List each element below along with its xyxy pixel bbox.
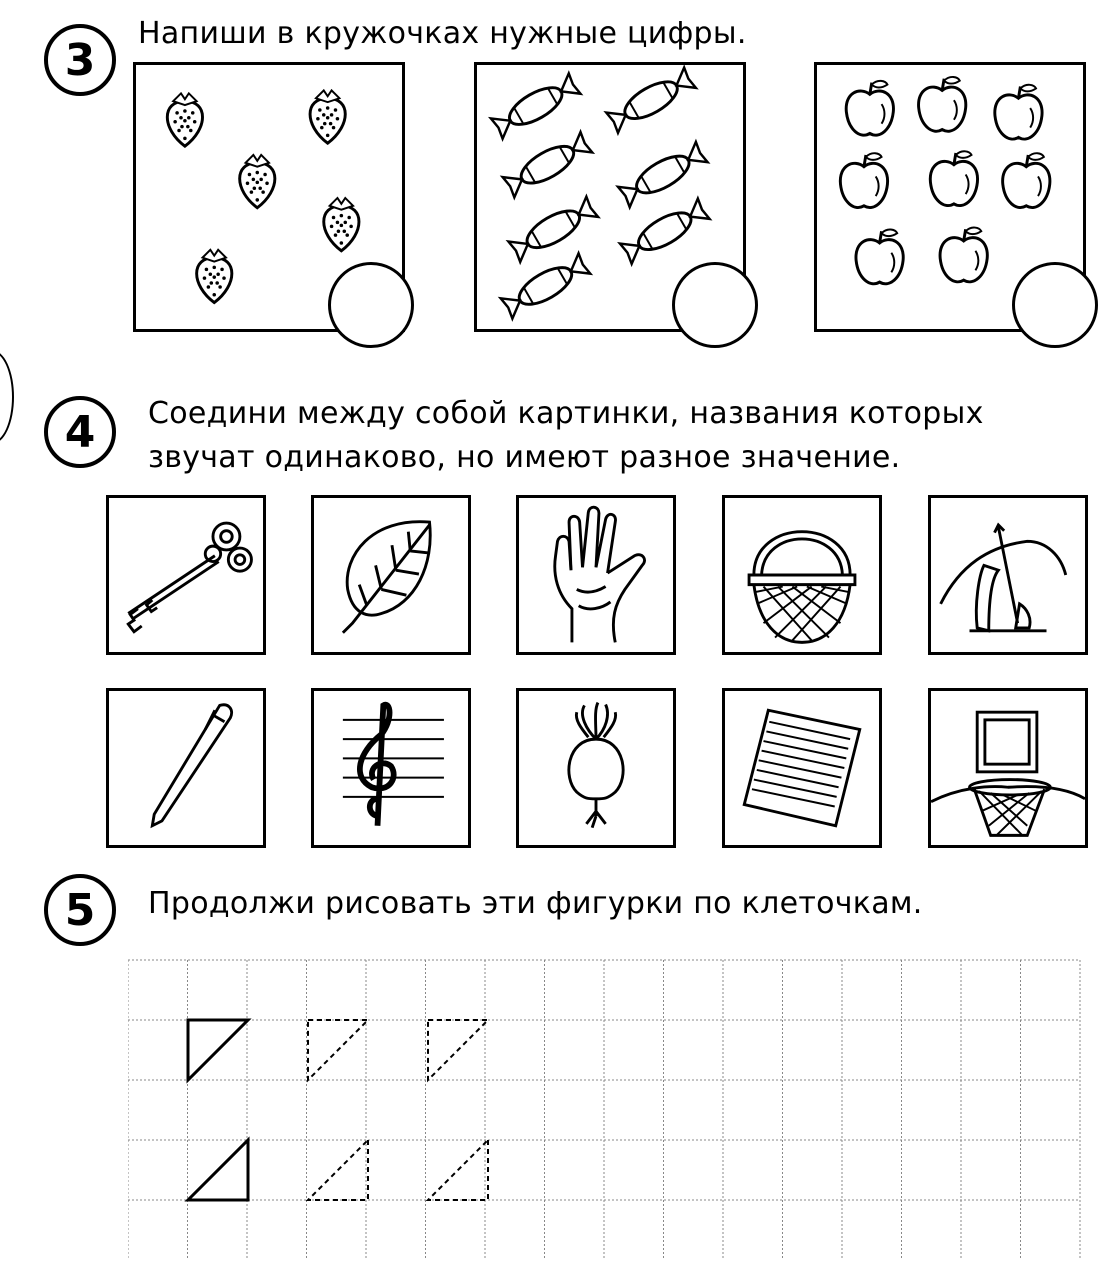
triangle-dashed-upper-2 — [428, 1020, 488, 1080]
hand-icon — [519, 498, 673, 652]
leaf-icon — [314, 498, 468, 652]
paper-sheet-icon — [725, 691, 879, 845]
answer-circle-strawberries[interactable] — [328, 262, 414, 348]
strawberry-1 — [167, 93, 202, 146]
apple-4 — [840, 153, 887, 207]
apple-6 — [1003, 153, 1050, 207]
apple-5 — [930, 151, 977, 205]
task-4-text-line2: звучат одинаково, но имеют разное значение. — [148, 440, 901, 475]
pen-icon — [109, 691, 263, 845]
triangle-dashed-upper-1 — [308, 1020, 368, 1080]
candy-3 — [502, 131, 593, 198]
radish-icon — [519, 691, 673, 845]
strawberry-2 — [310, 90, 345, 143]
task-4-text-line1: Соедини между собой картинки, названия которых — [148, 396, 984, 431]
candy-2 — [606, 67, 697, 134]
strawberry-4 — [324, 198, 359, 251]
bow-and-arrow-icon — [931, 498, 1085, 652]
candy-7 — [500, 252, 591, 319]
task-3-text: Напиши в кружочках нужные цифры. — [138, 16, 747, 51]
picture-basketball-hoop[interactable] — [928, 688, 1088, 848]
candy-6 — [619, 198, 710, 265]
candy-4 — [617, 141, 708, 208]
picture-basket[interactable] — [722, 495, 882, 655]
strawberry-3 — [240, 155, 275, 208]
picture-treble-clef[interactable] — [311, 688, 471, 848]
picture-pen[interactable] — [106, 688, 266, 848]
answer-circle-candies[interactable] — [672, 262, 758, 348]
triangle-solid-upper — [188, 1020, 248, 1080]
treble-clef-icon — [314, 691, 468, 845]
picture-radish[interactable] — [516, 688, 676, 848]
apple-8 — [940, 228, 987, 282]
triangle-dashed-lower-1 — [308, 1140, 368, 1200]
picture-hand[interactable] — [516, 495, 676, 655]
picture-bow[interactable] — [928, 495, 1088, 655]
picture-key[interactable] — [106, 495, 266, 655]
strawberry-5 — [197, 250, 232, 303]
picture-paper[interactable] — [722, 688, 882, 848]
apple-3 — [995, 85, 1042, 139]
task-number-3: 3 — [44, 24, 116, 96]
page-edge-mark — [0, 350, 14, 444]
picture-leaf[interactable] — [311, 495, 471, 655]
task-number-5: 5 — [44, 874, 116, 946]
apple-7 — [856, 229, 903, 283]
basketball-hoop-icon — [931, 691, 1085, 845]
answer-circle-apples[interactable] — [1012, 262, 1098, 348]
drawing-grid[interactable] — [128, 958, 1083, 1258]
task-5-text: Продолжи рисовать эти фигурки по клеточкам. — [148, 886, 923, 921]
basket-icon — [725, 498, 879, 652]
task-number-4: 4 — [44, 396, 116, 468]
apple-2 — [919, 77, 966, 131]
candy-5 — [508, 196, 599, 263]
triangle-dashed-lower-2 — [428, 1140, 488, 1200]
triangle-solid-lower — [188, 1140, 248, 1200]
candy-1 — [490, 73, 581, 140]
key-icon — [109, 498, 263, 652]
apple-1 — [846, 81, 893, 135]
